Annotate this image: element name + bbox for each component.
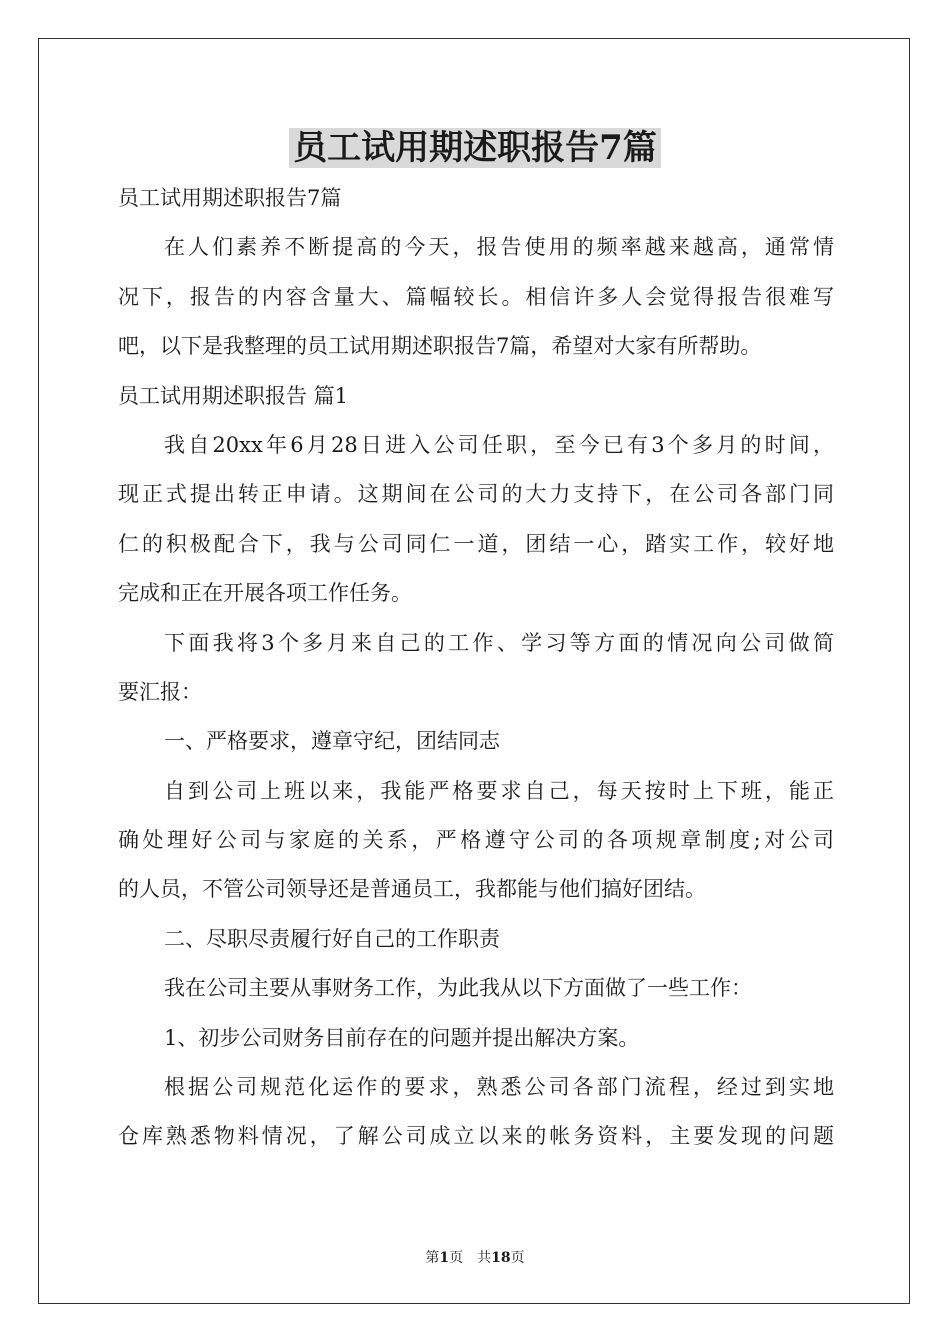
paragraph-line: 自到公司上班以来，我能严格要求自己，每天按时上下班，能正 <box>164 778 834 803</box>
footer-total-prefix: 共 <box>477 1250 492 1266</box>
footer-page-number: 1 <box>439 1250 450 1266</box>
subsection-heading: 二、尽职尽责履行好自己的工作职责 <box>164 926 500 951</box>
paragraph-line: 我在公司主要从事财务工作，为此我从以下方面做了一些工作： <box>164 976 752 1001</box>
document-body <box>118 174 834 1162</box>
paragraph-line: 我自20xx年6月28日进入公司任职，至今已有3个多月的时间， <box>164 432 834 457</box>
document-title-text: 员工试用期述职报告7篇 <box>289 128 661 168</box>
paragraph-line: 下面我将3个多月来自己的工作、学习等方面的情况向公司做简 <box>164 630 834 655</box>
paragraph-line: 仁的积极配合下，我与公司同仁一道，团结一心，踏实工作，较好地 <box>118 531 834 556</box>
footer-page-suffix: 页 <box>449 1250 464 1266</box>
footer-page-prefix: 第 <box>425 1250 440 1266</box>
paragraph-line: 根据公司规范化运作的要求，熟悉公司各部门流程，经过到实地 <box>164 1075 834 1100</box>
paragraph-line: 现正式提出转正申请。这期间在公司的大力支持下，在公司各部门同 <box>118 482 834 507</box>
paragraph-line: 吧，以下是我整理的员工试用期述职报告7篇，希望对大家有所帮助。 <box>118 334 762 359</box>
list-item-heading: 1、初步公司财务目前存在的问题并提出解决方案。 <box>164 1025 640 1050</box>
paragraph-line: 况下，报告的内容含量大、篇幅较长。相信许多人会觉得报告很难写 <box>118 284 834 309</box>
section-heading: 员工试用期述职报告 篇1 <box>118 383 349 408</box>
page-footer <box>0 1248 950 1268</box>
subtitle-line: 员工试用期述职报告7篇 <box>118 186 342 210</box>
paragraph-line: 确处理好公司与家庭的关系，严格遵守公司的各项规章制度;对公司 <box>118 828 834 853</box>
paragraph-line: 完成和正在开展各项工作任务。 <box>118 581 412 606</box>
subsection-heading: 一、严格要求，遵章守纪，团结同志 <box>164 729 500 754</box>
document-title <box>0 122 950 174</box>
paragraph-line: 仓库熟悉物料情况，了解公司成立以来的帐务资料，主要发现的问题 <box>118 1124 834 1149</box>
paragraph-line: 在人们素养不断提高的今天，报告使用的频率越来越高，通常情 <box>164 235 834 260</box>
footer-total-number: 18 <box>491 1250 511 1266</box>
footer-total-suffix: 页 <box>510 1250 525 1266</box>
paragraph-line: 要汇报： <box>118 679 202 704</box>
paragraph-line: 的人员，不管公司领导还是普通员工，我都能与他们搞好团结。 <box>118 877 706 902</box>
